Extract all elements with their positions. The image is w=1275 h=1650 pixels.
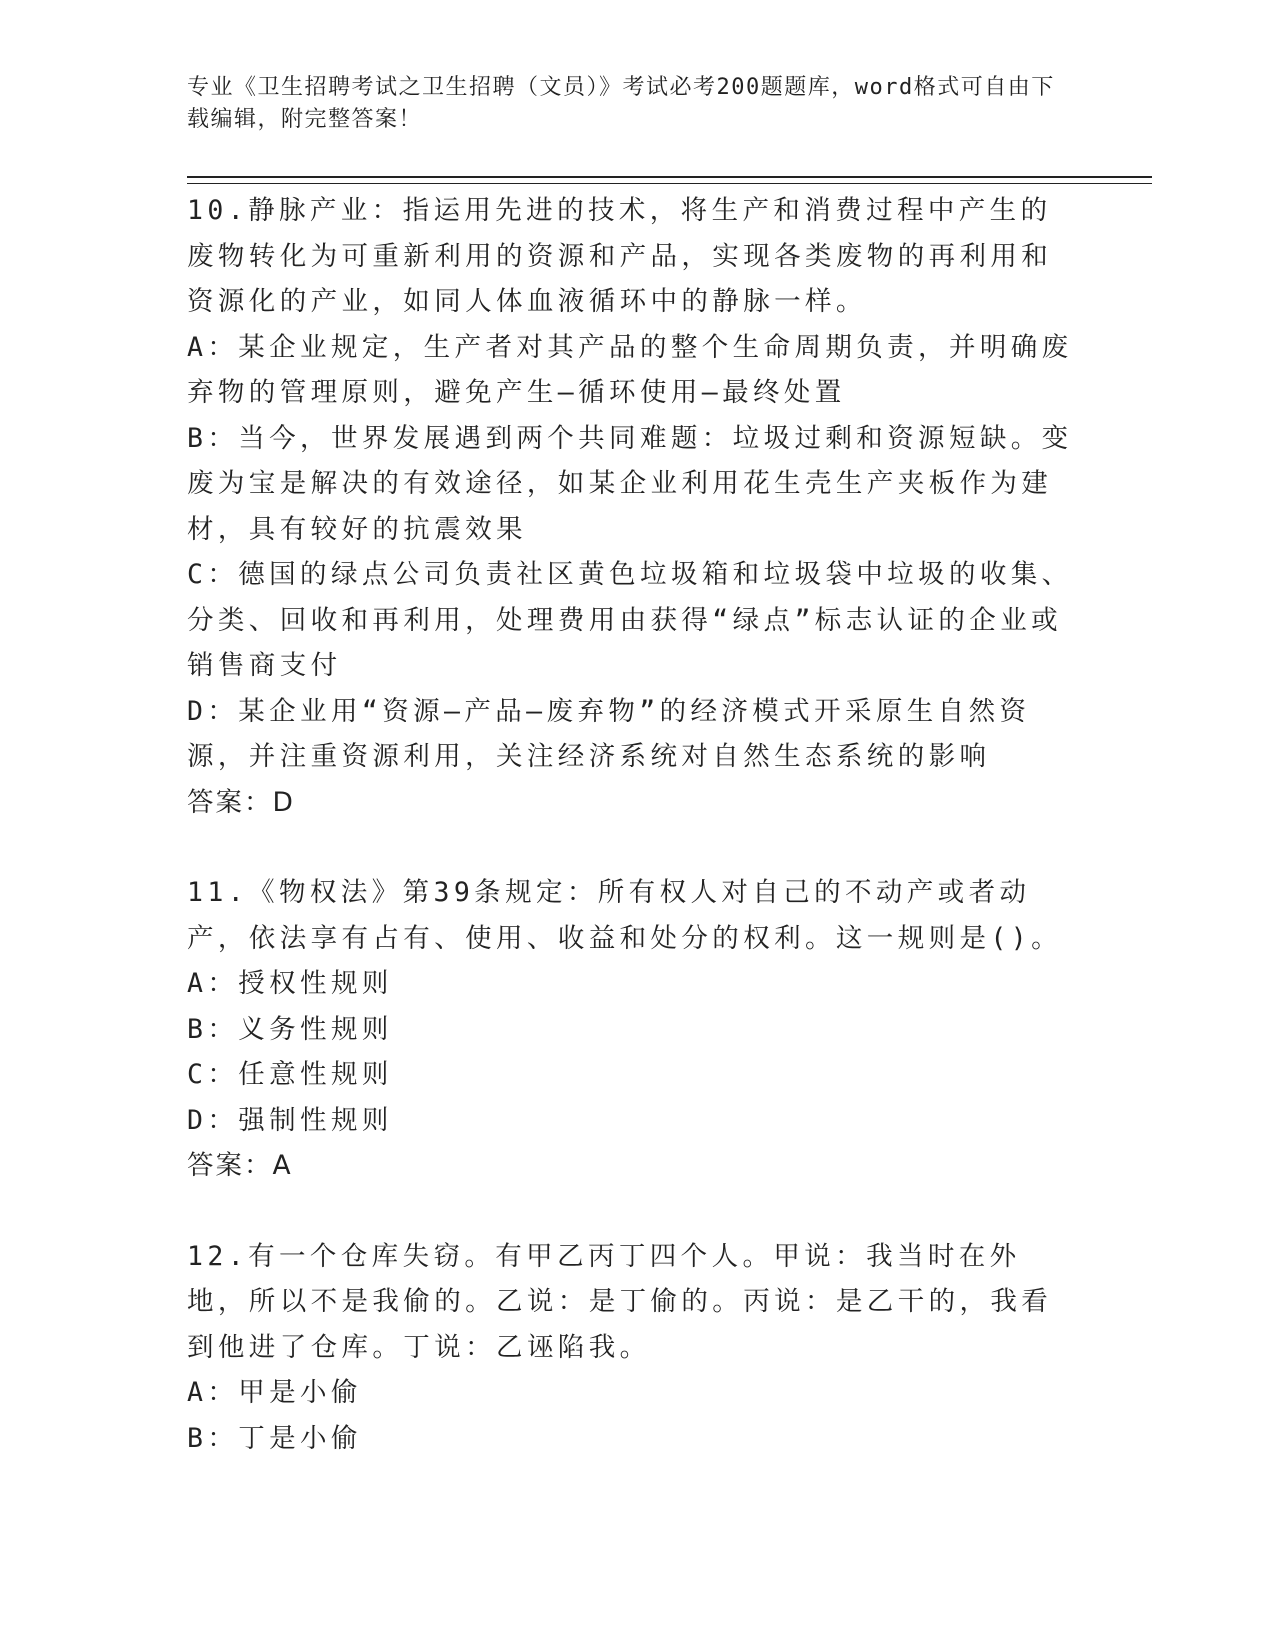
option-d: D：某企业用“资源—产品—废弃物”的经济模式开采原生自然资源，并注重资源利用，关注经济系统对自然生态系统的影响 [187,695,1031,772]
question-12 [187,1234,1077,1462]
answer-line: 答案：D [187,786,295,818]
question-11 [187,870,1077,1189]
option-b: B：丁是小偷 [187,1422,362,1454]
question-stem: 10.静脉产业：指运用先进的技术，将生产和消费过程中产生的废物转化为可重新利用的资源和产品，实现各类废物的再利用和资源化的产业，如同人体血液循环中的静脉一样。 [187,195,1053,317]
header-rule-thick [187,176,1152,178]
option-a: A：某企业规定，生产者对其产品的整个生命周期负责，并明确废弃物的管理原则，避免产生—循环使用—最终处置 [187,331,1073,408]
option-a: A：授权性规则 [187,968,393,999]
option-c: C：任意性规则 [187,1059,393,1090]
option-b: B：义务性规则 [187,1013,393,1045]
question-stem: 12.有一个仓库失窃。有甲乙丙丁四个人。甲说：我当时在外地，所以不是我偷的。乙说：是丁偷的。丙说：是乙干的，我看到他进了仓库。丁说：乙诬陷我。 [187,1240,1053,1363]
question-10 [187,188,1077,825]
question-stem: 11.《物权法》第39条规定：所有权人对自己的不动产或者动产，依法享有占有、使用、收益和处分的权利。这一规则是()。 [187,877,1063,954]
header-title: 专业《卫生招聘考试之卫生招聘（文员）》考试必考200题题库，word格式可自由下载编辑，附完整答案！ [187,75,1055,132]
header-rule-thin [187,183,1152,184]
answer-line: 答案：A [187,1150,293,1181]
page-header [187,72,1067,136]
question-list [187,188,1077,1461]
option-b: B：当今，世界发展遇到两个共同难题：垃圾过剩和资源短缺。变废为宝是解决的有效途径，如某企业利用花生壳生产夹板作为建材，具有较好的抗震效果 [187,422,1073,545]
option-d: D：强制性规则 [187,1104,393,1136]
option-c: C：德国的绿点公司负责社区黄色垃圾箱和垃圾袋中垃圾的收集、分类、回收和再利用，处理费用由获得“绿点”标志认证的企业或销售商支付 [187,559,1073,681]
option-a: A：甲是小偷 [187,1377,362,1408]
